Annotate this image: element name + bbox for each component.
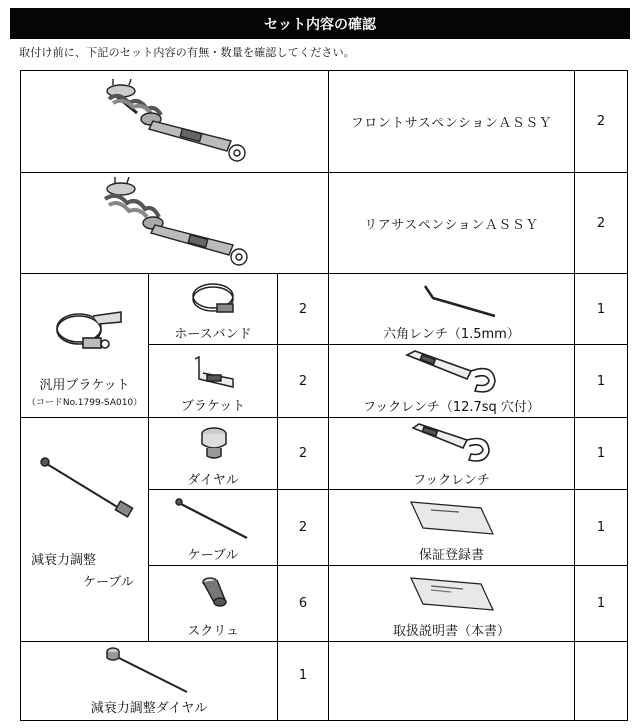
cable-name: ケーブル bbox=[187, 548, 239, 563]
hook-wrench-sq-illustration bbox=[401, 349, 501, 393]
front-suspension-image-cell bbox=[21, 71, 329, 173]
bracket-group-code: （コードNo.1799-SA010） bbox=[26, 398, 143, 408]
bracket-group-cell bbox=[21, 274, 149, 418]
screw-illustration bbox=[197, 574, 233, 616]
adjust-dial-name: 減衰力調整ダイヤル bbox=[90, 701, 208, 716]
rear-suspension-qty: 2 bbox=[575, 173, 628, 274]
warranty-cell bbox=[329, 490, 575, 566]
hook-wrench-qty: 1 bbox=[575, 418, 628, 490]
damping-cable-group-name-line2: ケーブル bbox=[83, 575, 134, 590]
damping-cable-illustration bbox=[39, 454, 139, 524]
empty-name-cell bbox=[329, 642, 575, 721]
bracket-illustration bbox=[189, 353, 241, 393]
manual-cell bbox=[329, 566, 575, 642]
hose-band-cell bbox=[149, 274, 278, 345]
hook-wrench-name: フックレンチ bbox=[413, 473, 490, 488]
hex-wrench-cell bbox=[329, 274, 575, 345]
dial-illustration bbox=[197, 424, 231, 464]
rear-suspension-image-cell bbox=[21, 173, 329, 274]
dial-cell bbox=[149, 418, 278, 490]
contents-table bbox=[20, 70, 628, 721]
hex-wrench-name: 六角レンチ（1.5mm） bbox=[383, 327, 520, 342]
hose-band-qty: 2 bbox=[278, 274, 329, 345]
bracket-qty: 2 bbox=[278, 345, 329, 418]
front-suspension-qty: 2 bbox=[575, 71, 628, 173]
instruction-text: 取付け前に、下記のセット内容の有無・数量を確認してください。 bbox=[19, 46, 355, 59]
dial-name: ダイヤル bbox=[187, 473, 239, 488]
bracket-cell bbox=[149, 345, 278, 418]
damping-cable-group-name-line1: 減衰力調整 bbox=[31, 553, 97, 568]
hex-wrench-qty: 1 bbox=[575, 274, 628, 345]
warranty-illustration bbox=[401, 498, 501, 538]
warranty-name: 保証登録書 bbox=[418, 548, 484, 563]
rear-suspension-illustration bbox=[91, 177, 251, 269]
front-suspension-name: フロントサスペンションＡＳＳＹ bbox=[329, 71, 575, 173]
dial-qty: 2 bbox=[278, 418, 329, 490]
hook-wrench-sq-cell bbox=[329, 345, 575, 418]
screw-qty: 6 bbox=[278, 566, 329, 642]
warranty-qty: 1 bbox=[575, 490, 628, 566]
cable-qty: 2 bbox=[278, 490, 329, 566]
hose-band-illustration bbox=[187, 278, 243, 316]
bracket-name: ブラケット bbox=[180, 399, 246, 414]
bracket-group-name: 汎用ブラケット bbox=[39, 378, 130, 393]
screw-name: スクリュ bbox=[187, 624, 239, 639]
screw-cell bbox=[149, 566, 278, 642]
hook-wrench-sq-name: フックレンチ（12.7sq 穴付） bbox=[363, 400, 540, 415]
cable-cell bbox=[149, 490, 278, 566]
cable-illustration bbox=[173, 496, 253, 542]
manual-qty: 1 bbox=[575, 566, 628, 642]
adjust-dial-illustration bbox=[103, 644, 193, 696]
hook-wrench-cell bbox=[329, 418, 575, 490]
rear-suspension-name: リアサスペンションＡＳＳＹ bbox=[329, 173, 575, 274]
adjust-dial-qty: 1 bbox=[278, 642, 329, 721]
front-suspension-illustration bbox=[91, 77, 251, 167]
hex-wrench-illustration bbox=[421, 282, 501, 322]
bracket-group-illustration bbox=[49, 300, 125, 356]
empty-qty-cell bbox=[575, 642, 628, 721]
manual-illustration bbox=[401, 574, 501, 614]
hose-band-name: ホースバンド bbox=[174, 327, 252, 342]
adjust-dial-cell bbox=[21, 642, 278, 721]
page-title: セット内容の確認 bbox=[10, 8, 630, 39]
hook-wrench-sq-qty: 1 bbox=[575, 345, 628, 418]
hook-wrench-illustration bbox=[409, 422, 499, 466]
manual-name: 取扱説明書（本書） bbox=[392, 624, 510, 639]
damping-cable-group-cell bbox=[21, 418, 149, 642]
